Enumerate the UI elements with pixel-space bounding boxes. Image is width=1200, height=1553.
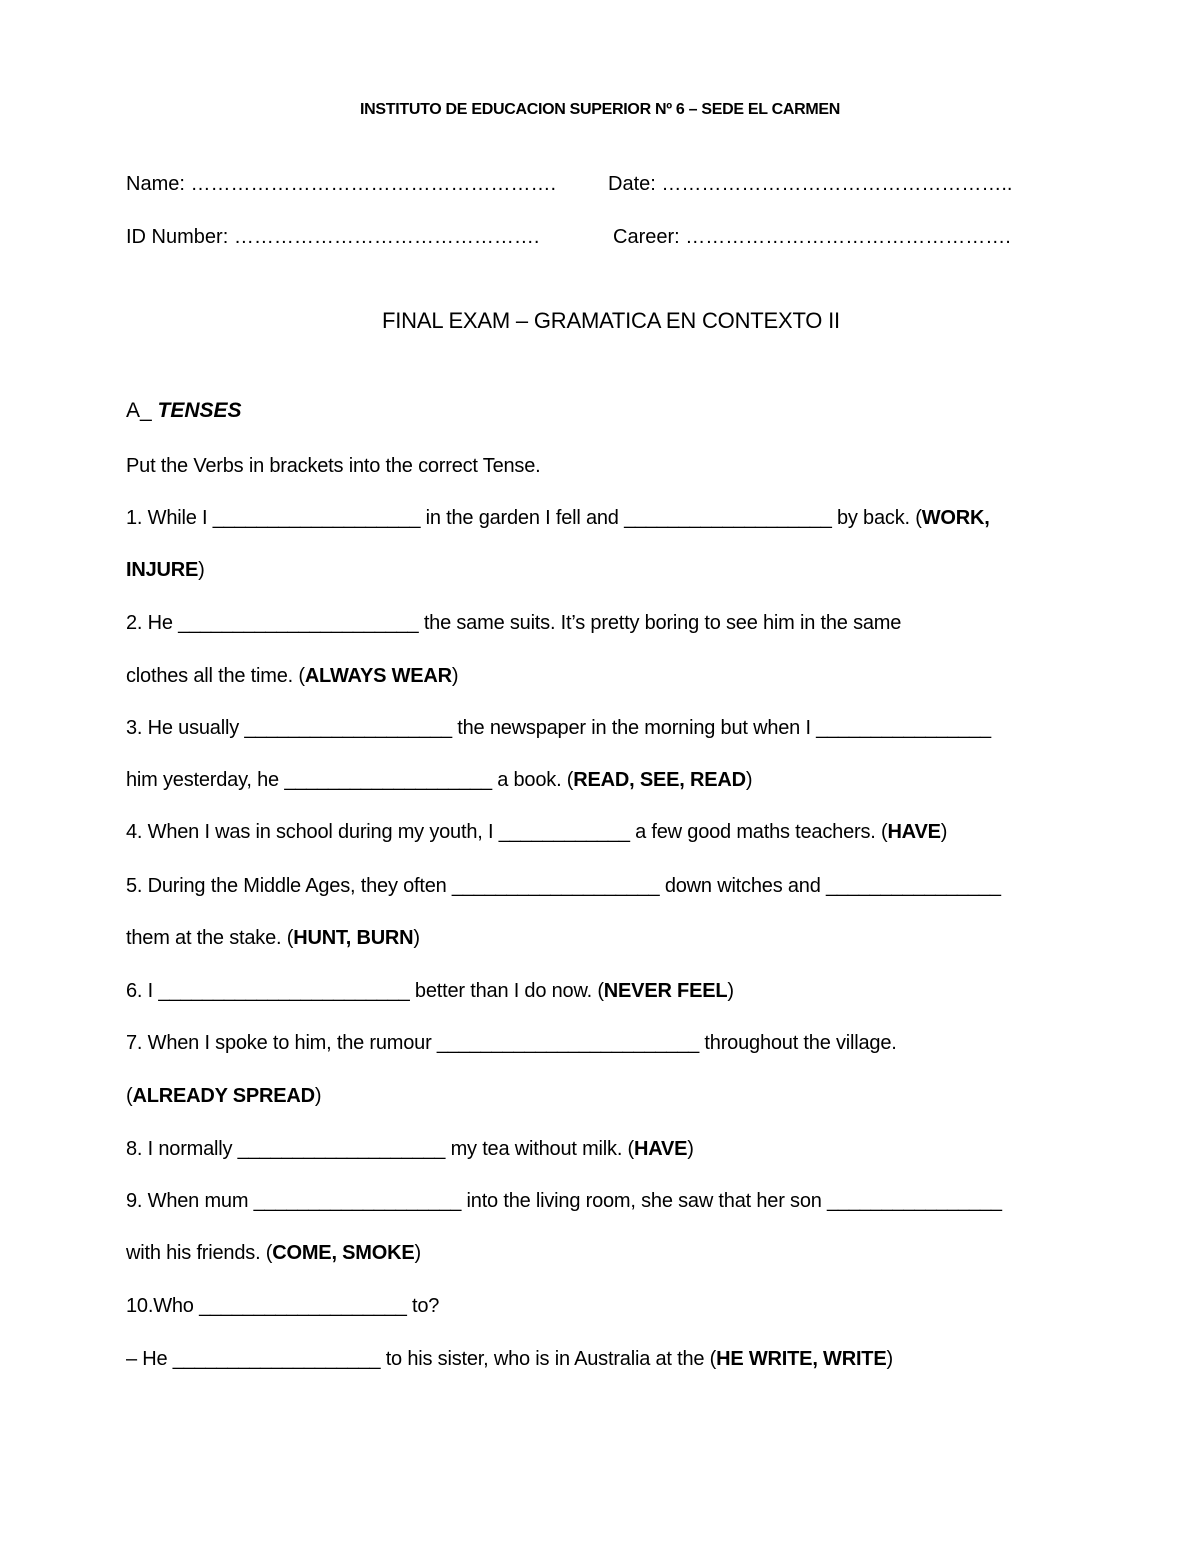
question-text-end: ) xyxy=(413,927,420,949)
question-text-end: ) xyxy=(198,559,205,581)
question-line-10b xyxy=(126,1347,893,1371)
id-number-blank[interactable]: ………………………………………. xyxy=(233,226,540,248)
verb-hint: NEVER FEEL xyxy=(603,980,728,1002)
verb-hint: ALWAYS WEAR xyxy=(304,665,452,687)
question-text-end: ) xyxy=(940,821,948,843)
institute-header: INSTITUTO DE EDUCACION SUPERIOR Nº 6 – SEDE EL CARMEN xyxy=(359,101,841,118)
verb-hint: COME, SMOKE xyxy=(272,1242,415,1264)
question-text-end: ) xyxy=(414,1242,421,1264)
question-text: 4. When I was in school during my youth, I ____________ a few good maths teachers. ( xyxy=(126,821,888,843)
section-title: TENSES xyxy=(157,399,242,422)
verb-hint: WORK, xyxy=(921,507,990,529)
question-text: him yesterday, he ___________________ a book. ( xyxy=(126,769,574,791)
exam-title: FINAL EXAM – GRAMATICA EN CONTEXTO II xyxy=(382,308,840,333)
question-text-end: ) xyxy=(451,665,459,687)
question-line-3a xyxy=(126,716,991,740)
verb-hint: ALREADY SPREAD xyxy=(132,1085,315,1107)
verb-hint: HE WRITE, WRITE xyxy=(716,1348,887,1370)
question-text-end: ) xyxy=(745,769,753,791)
question-text: 10.Who ___________________ to? xyxy=(126,1295,440,1317)
id-number-field xyxy=(126,225,539,249)
career-field xyxy=(613,225,1011,249)
question-text: with his friends. ( xyxy=(126,1242,273,1264)
question-text: 6. I _______________________ better than I do now. ( xyxy=(126,980,604,1002)
question-line-4 xyxy=(126,820,947,844)
question-line-2a xyxy=(126,611,901,635)
question-text: them at the stake. ( xyxy=(126,927,294,949)
verb-hint: HAVE xyxy=(634,1138,688,1160)
question-line-5b xyxy=(126,926,420,950)
date-blank[interactable]: …………………………………………….. xyxy=(661,173,1013,195)
career-blank[interactable]: …………………………………………. xyxy=(685,226,1011,248)
question-text: 5. During the Middle Ages, they often ___________________ down witches and ________________ xyxy=(126,875,1001,897)
question-text-end: ) xyxy=(314,1085,322,1107)
question-text: 3. He usually ___________________ the newspaper in the morning but when I ________________ xyxy=(126,717,991,739)
question-line-7a xyxy=(126,1031,897,1055)
question-text-end: ) xyxy=(687,1138,694,1160)
question-line-10a xyxy=(126,1294,439,1318)
name-label: Name: xyxy=(126,173,185,195)
question-line-8 xyxy=(126,1137,694,1161)
question-line-1b xyxy=(126,558,205,582)
question-line-2b xyxy=(126,664,458,688)
question-line-9b xyxy=(126,1241,421,1265)
verb-hint: HUNT, BURN xyxy=(293,927,414,949)
verb-hint: HAVE xyxy=(887,821,941,843)
question-line-9a xyxy=(126,1189,1002,1213)
career-label: Career: xyxy=(613,226,680,248)
section-prefix: A_ xyxy=(126,399,152,422)
question-text: 1. While I ___________________ in the garden I fell and ___________________ by back. ( xyxy=(126,507,922,529)
verb-hint: INJURE xyxy=(126,559,199,581)
question-text: clothes all the time. ( xyxy=(126,665,305,687)
date-field xyxy=(608,172,1013,196)
question-text-end: ) xyxy=(727,980,734,1002)
date-label: Date: xyxy=(608,173,656,195)
question-text: ( xyxy=(126,1085,133,1107)
question-line-7b xyxy=(126,1084,321,1108)
name-blank[interactable]: ………………………………………………. xyxy=(190,173,557,195)
question-text-end: ) xyxy=(886,1348,893,1370)
question-text: 7. When I spoke to him, the rumour ________________________ throughout the village. xyxy=(126,1032,897,1054)
question-line-5a xyxy=(126,874,1001,898)
question-line-3b xyxy=(126,768,752,792)
question-line-6 xyxy=(126,979,734,1003)
question-text: – He ___________________ to his sister, who is in Australia at the ( xyxy=(126,1348,717,1370)
name-field xyxy=(126,172,556,196)
section-a-heading xyxy=(126,398,242,424)
verb-hint: READ, SEE, READ xyxy=(573,769,746,791)
instruction-text: Put the Verbs in brackets into the correct Tense. xyxy=(126,455,541,477)
id-number-label: ID Number: xyxy=(126,226,229,248)
question-text: 8. I normally ___________________ my tea without milk. ( xyxy=(126,1138,634,1160)
question-text: 2. He ______________________ the same suits. It’s pretty boring to see him in the same xyxy=(126,612,902,634)
question-text: 9. When mum ___________________ into the living room, she saw that her son ________________ xyxy=(126,1190,1002,1212)
question-line-1a xyxy=(126,506,990,530)
